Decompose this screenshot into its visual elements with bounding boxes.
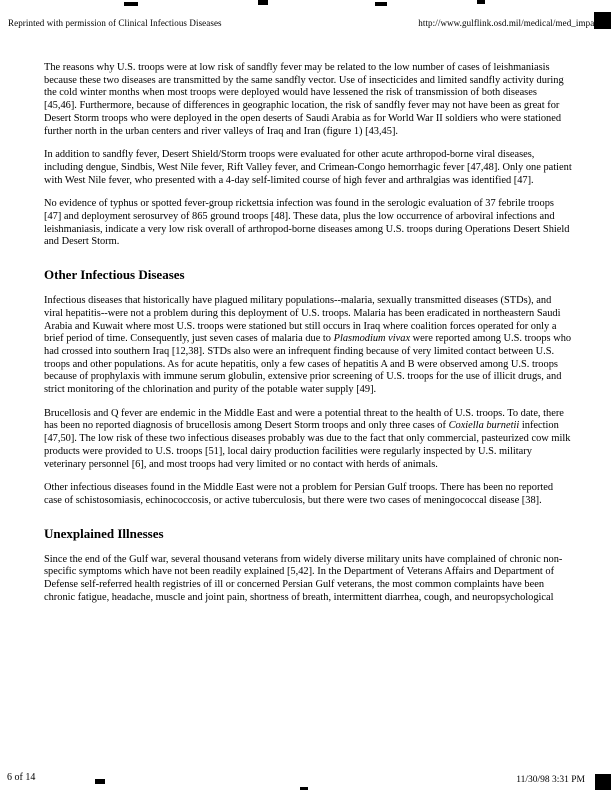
scan-artifact: [95, 779, 105, 784]
scan-artifact: [300, 787, 308, 790]
document-body: [44, 62, 572, 616]
scan-artifact: [477, 0, 485, 4]
species-name-coxiella-burnetii: Coxiella burnetii: [448, 420, 520, 432]
paragraph-brucellosis-qfever: [44, 408, 572, 472]
scan-artifact: [258, 0, 268, 5]
paragraph-unexplained-symptoms: Since the end of the Gulf war, several thousand veterans from widely diverse military units have complained of chronic non-specific symptoms which have not been readily explained [5,42]. In the Department of Veterans Affairs and Department of Defense self-referred health registries of ill or concerned Persian Gulf veterans, the most common complaints have been chronic fatigue, headache, muscle and joint pain, shortness of breath, intermittent diarrhea, cough, and neuropsychological: [44, 553, 563, 603]
page-number: 6 of 14: [7, 772, 36, 783]
header-permission-note: Reprinted with permission of Clinical Infectious Diseases: [8, 18, 222, 28]
paragraph-sandfly-fever-risk: The reasons why U.S. troops were at low risk of sandfly fever may be related to the low number of cases of leishmaniasis because these two diseases are transmitted by the same sandfly vector. Use of insecticides and limited sandfly activity during the cold winter months when most troops were deployed would have lessened the risk of transmission of both diseases [45,46]. Furthermore, because of differences in geographic location, the risk of sandfly fever may not have been as great for Desert Storm troops who were deployed in the open deserts of Saudi Arabia as for World War II soldiers who were stationed further north in the urban centers and river valleys of Iraq and Iran (figure 1) [43,45].: [44, 62, 564, 137]
paragraph-brucellosis-text-pre: Brucellosis and Q fever are endemic in the Middle East and were a potential threat to the health of U.S. troops. To date, there has been no reported diagnosis of brucellosis among Desert Storm troops and only three cases of: [44, 407, 564, 432]
scan-artifact: [375, 2, 387, 6]
paragraph-brucellosis-text-post: infection [47,50]. The low risk of these two infectious diseases probably was due to the fact that only commercial, pasteurized cow milk products were provided to U.S. troops [51], local dairy production facilities were regularly inspected by U.S. military veterinary personnel [6], and most troops had very limited or no contact with herds of animals.: [44, 420, 571, 470]
paragraph-arthropod-borne-viral: In addition to sandfly fever, Desert Shield/Storm troops were evaluated for other acute arthropod-borne viral diseases, including dengue, Sindbis, West Nile fever, Rift Valley fever, and Crimean-Congo hemorrhagic fever [47,48]. Only one patient with West Nile fever, who presented with a 4-day self-limited course of high fever and arthralgias was identified [47].: [44, 149, 572, 186]
heading-other-infectious-diseases: Other Infectious Diseases: [44, 267, 185, 283]
print-timestamp: 11/30/98 3:31 PM: [516, 775, 585, 785]
species-name-plasmodium-vivax: Plasmodium vivax: [333, 333, 411, 345]
heading-unexplained-illnesses: Unexplained Illnesses: [44, 525, 164, 541]
page-header: [8, 18, 601, 28]
header-source-url: http://www.gulflink.osd.mil/medical/med_impact: [418, 18, 601, 28]
paragraph-malaria-stds-hepatitis: [44, 295, 572, 397]
paragraph-malaria-text-post: were reported among U.S. troops who had crossed into southern Iraq [12,38]. STDs also were an infrequent finding because of very limited contact between U.S. troops and other populations. As for acute hepatitis, only a few cases of hepatitis A and B were observed among U.S. troops because of prophylaxis with immune serum globulin, extensive prior screening of U.S. troops for the use of illicit drugs, and strict monitoring of the chlorination and purity of the potable water supply [49].: [44, 333, 572, 396]
paragraph-malaria-text-pre: Infectious diseases that historically have plagued military populations--malaria, sexually transmitted diseases (STDs), and viral hepatitis--were not a problem during this deployment of U.S. troops. Malaria has been eradicated in northeastern Saudi Arabia and Kuwait where most U.S. troops were stationed but still occurs in Iraq where coalition forces operated for only a brief period of time. Consequently, just seven cases of malaria due to: [44, 295, 561, 345]
paragraph-typhus-rickettsia: No evidence of typhus or spotted fever-group rickettsia infection was found in the serologic evaluation of 37 febrile troops [47] and deployment serosurvey of 865 ground troops [48]. These data, plus the low occurrence of arboviral infections and leishmaniasis, indicate a very low risk overall of arthropod-borne diseases among U.S. troops during Operations Desert Shield and Desert Storm.: [44, 198, 570, 248]
scan-artifact: [595, 774, 611, 790]
scan-artifact: [124, 2, 138, 6]
paragraph-other-middle-east-diseases: Other infectious diseases found in the Middle East were not a problem for Persian Gulf troops. There has been no reported case of schistosomiasis, echinococcosis, or active tuberculosis, but there were two cases of meningococcal disease [38].: [44, 482, 554, 506]
